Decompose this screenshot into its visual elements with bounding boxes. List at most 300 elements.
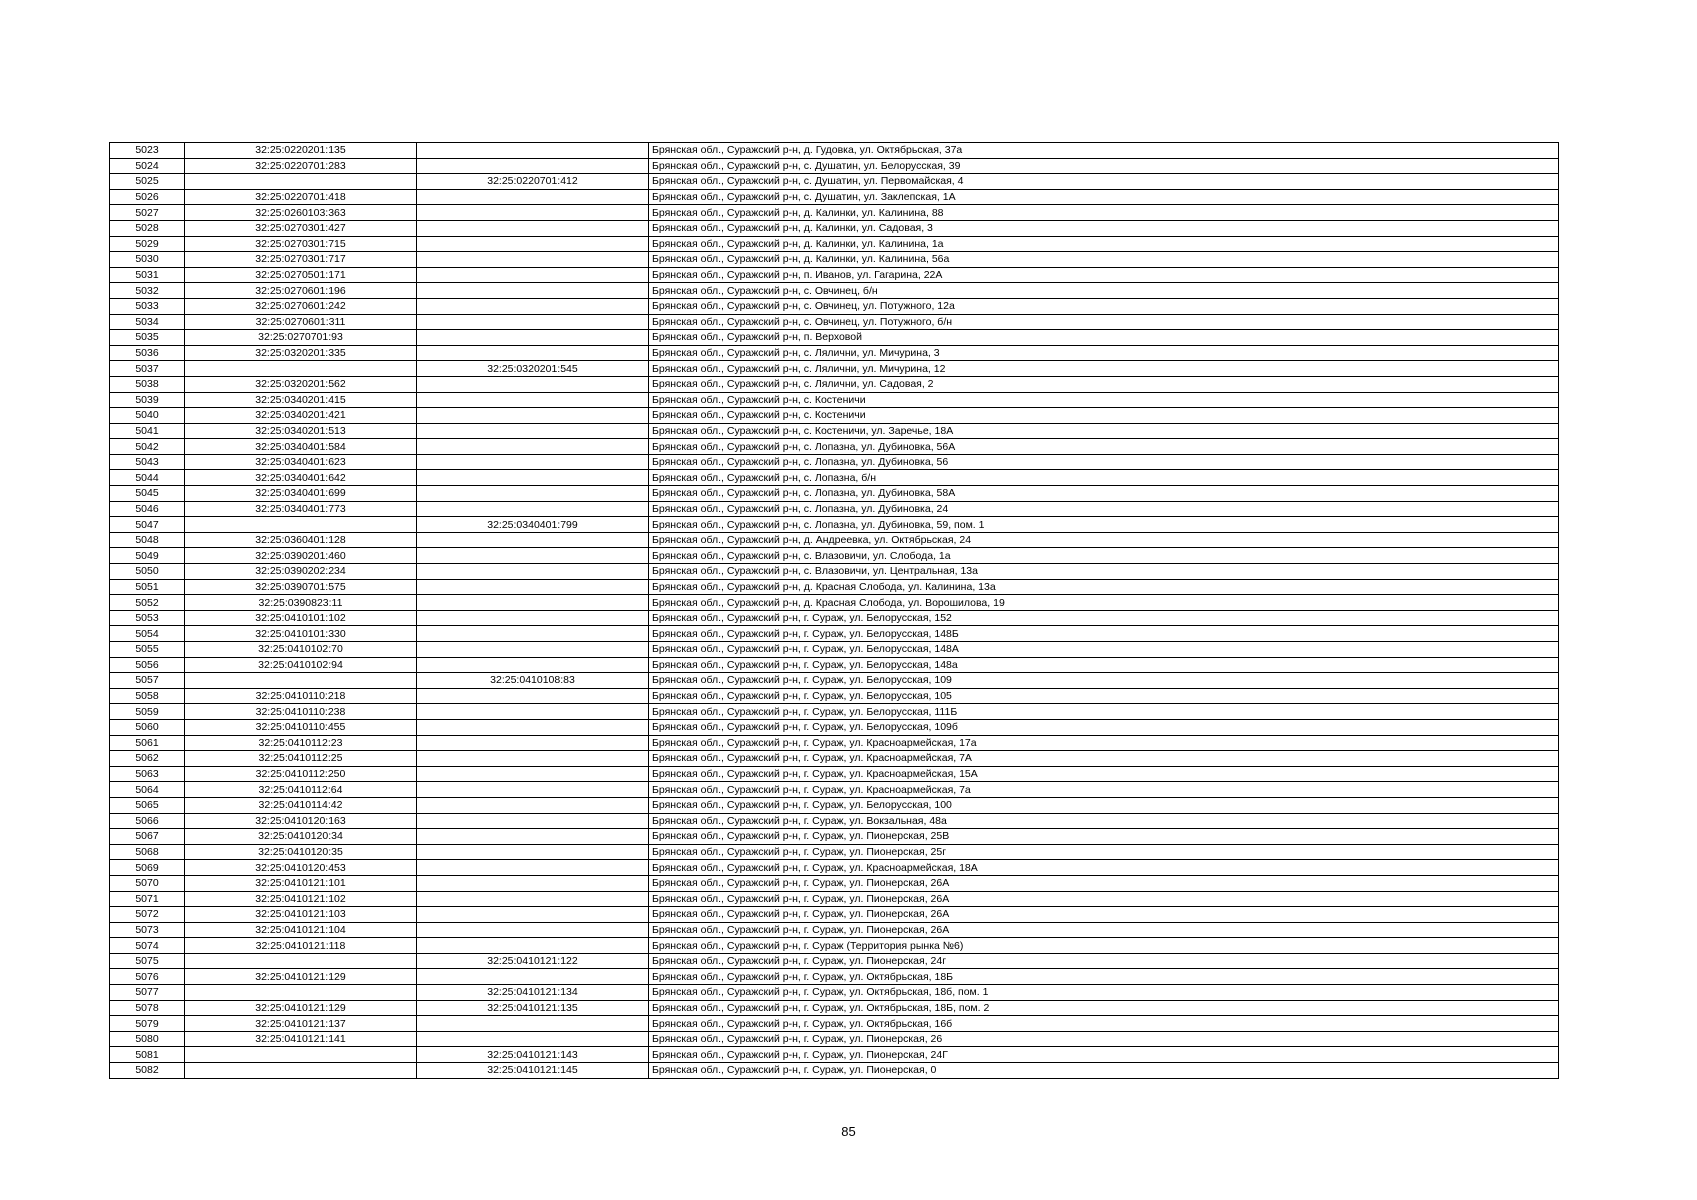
table-row — [110, 267, 1559, 283]
address-cell: Брянская обл., Суражский р-н, г. Сураж, ул. Белорусская, 152 — [649, 610, 1559, 626]
related-cadastral-number-cell — [417, 938, 649, 954]
table-row — [110, 610, 1559, 626]
table-row — [110, 486, 1559, 502]
row-number-cell: 5070 — [110, 875, 185, 891]
cadastral-number-cell — [185, 1047, 417, 1063]
row-number-cell: 5074 — [110, 938, 185, 954]
cadastral-number-cell: 32:25:0410121:129 — [185, 1000, 417, 1016]
cadastral-number-cell: 32:25:0340401:773 — [185, 501, 417, 517]
row-number-cell: 5035 — [110, 330, 185, 346]
row-number-cell: 5077 — [110, 985, 185, 1001]
table-row — [110, 907, 1559, 923]
related-cadastral-number-cell — [417, 907, 649, 923]
row-number-cell: 5079 — [110, 1016, 185, 1032]
row-number-cell: 5045 — [110, 486, 185, 502]
related-cadastral-number-cell — [417, 314, 649, 330]
row-number-cell: 5044 — [110, 470, 185, 486]
cadastral-number-cell: 32:25:0410121:104 — [185, 922, 417, 938]
related-cadastral-number-cell — [417, 657, 649, 673]
row-number-cell: 5034 — [110, 314, 185, 330]
related-cadastral-number-cell — [417, 423, 649, 439]
table-row — [110, 766, 1559, 782]
table-row — [110, 298, 1559, 314]
cadastral-number-cell: 32:25:0360401:128 — [185, 532, 417, 548]
cadastral-number-cell: 32:25:0260103:363 — [185, 205, 417, 221]
address-cell: Брянская обл., Суражский р-н, г. Сураж, ул. Октябрьская, 18Б — [649, 969, 1559, 985]
cadastral-number-cell: 32:25:0270601:242 — [185, 298, 417, 314]
row-number-cell: 5067 — [110, 829, 185, 845]
related-cadastral-number-cell — [417, 595, 649, 611]
table-row — [110, 860, 1559, 876]
address-cell: Брянская обл., Суражский р-н, с. Лопазна, ул. Дубиновка, 24 — [649, 501, 1559, 517]
row-number-cell: 5029 — [110, 236, 185, 252]
cadastral-number-cell: 32:25:0410112:25 — [185, 751, 417, 767]
row-number-cell: 5050 — [110, 564, 185, 580]
address-cell: Брянская обл., Суражский р-н, п. Иванов, ул. Гагарина, 22А — [649, 267, 1559, 283]
table-row — [110, 704, 1559, 720]
table-row — [110, 314, 1559, 330]
address-cell: Брянская обл., Суражский р-н, с. Костеничи — [649, 408, 1559, 424]
row-number-cell: 5023 — [110, 143, 185, 159]
table-row — [110, 595, 1559, 611]
table-row — [110, 408, 1559, 424]
table-row — [110, 470, 1559, 486]
cadastral-number-cell: 32:25:0340401:642 — [185, 470, 417, 486]
cadastral-number-cell: 32:25:0410121:118 — [185, 938, 417, 954]
related-cadastral-number-cell — [417, 267, 649, 283]
table-row — [110, 626, 1559, 642]
table-row — [110, 1047, 1559, 1063]
register-table-body — [110, 143, 1559, 1079]
cadastral-number-cell — [185, 673, 417, 689]
related-cadastral-number-cell — [417, 345, 649, 361]
cadastral-number-cell: 32:25:0340401:699 — [185, 486, 417, 502]
related-cadastral-number-cell — [417, 797, 649, 813]
cadastral-number-cell: 32:25:0410121:102 — [185, 891, 417, 907]
cadastral-number-cell: 32:25:0390823:11 — [185, 595, 417, 611]
row-number-cell: 5051 — [110, 579, 185, 595]
address-cell: Брянская обл., Суражский р-н, г. Сураж, ул. Пионерская, 26А — [649, 922, 1559, 938]
address-cell: Брянская обл., Суражский р-н, г. Сураж (Территория рынка №6) — [649, 938, 1559, 954]
table-row — [110, 330, 1559, 346]
row-number-cell: 5033 — [110, 298, 185, 314]
address-cell: Брянская обл., Суражский р-н, д. Гудовка, ул. Октябрьская, 37а — [649, 143, 1559, 159]
cadastral-number-cell — [185, 361, 417, 377]
table-row — [110, 252, 1559, 268]
row-number-cell: 5062 — [110, 751, 185, 767]
address-cell: Брянская обл., Суражский р-н, с. Влазовичи, ул. Слобода, 1а — [649, 548, 1559, 564]
table-row — [110, 548, 1559, 564]
cadastral-number-cell: 32:25:0410101:330 — [185, 626, 417, 642]
row-number-cell: 5052 — [110, 595, 185, 611]
related-cadastral-number-cell — [417, 813, 649, 829]
address-cell: Брянская обл., Суражский р-н, с. Лялични, ул. Мичурина, 3 — [649, 345, 1559, 361]
cadastral-number-cell: 32:25:0410112:23 — [185, 735, 417, 751]
row-number-cell: 5043 — [110, 454, 185, 470]
related-cadastral-number-cell — [417, 735, 649, 751]
cadastral-number-cell: 32:25:0410121:137 — [185, 1016, 417, 1032]
address-cell: Брянская обл., Суражский р-н, д. Красная Слобода, ул. Калинина, 13а — [649, 579, 1559, 595]
cadastral-number-cell: 32:25:0340401:584 — [185, 439, 417, 455]
address-cell: Брянская обл., Суражский р-н, г. Сураж, ул. Белорусская, 148а — [649, 657, 1559, 673]
related-cadastral-number-cell — [417, 610, 649, 626]
row-number-cell: 5058 — [110, 688, 185, 704]
related-cadastral-number-cell — [417, 470, 649, 486]
row-number-cell: 5072 — [110, 907, 185, 923]
row-number-cell: 5054 — [110, 626, 185, 642]
related-cadastral-number-cell — [417, 143, 649, 159]
related-cadastral-number-cell — [417, 642, 649, 658]
address-cell: Брянская обл., Суражский р-н, г. Сураж, ул. Пионерская, 26А — [649, 891, 1559, 907]
address-cell: Брянская обл., Суражский р-н, с. Душатин, ул. Первомайская, 4 — [649, 174, 1559, 190]
row-number-cell: 5078 — [110, 1000, 185, 1016]
row-number-cell: 5055 — [110, 642, 185, 658]
address-cell: Брянская обл., Суражский р-н, с. Костеничи, ул. Заречье, 18А — [649, 423, 1559, 439]
address-cell: Брянская обл., Суражский р-н, г. Сураж, ул. Красноармейская, 15А — [649, 766, 1559, 782]
address-cell: Брянская обл., Суражский р-н, г. Сураж, ул. Красноармейская, 7а — [649, 782, 1559, 798]
cadastral-number-cell: 32:25:0220701:283 — [185, 158, 417, 174]
cadastral-number-cell: 32:25:0390201:460 — [185, 548, 417, 564]
table-row — [110, 143, 1559, 159]
address-cell: Брянская обл., Суражский р-н, г. Сураж, ул. Белорусская, 111Б — [649, 704, 1559, 720]
row-number-cell: 5076 — [110, 969, 185, 985]
cadastral-number-cell: 32:25:0410120:453 — [185, 860, 417, 876]
table-row — [110, 688, 1559, 704]
row-number-cell: 5053 — [110, 610, 185, 626]
cadastral-number-cell — [185, 953, 417, 969]
table-row — [110, 673, 1559, 689]
related-cadastral-number-cell: 32:25:0410121:145 — [417, 1063, 649, 1079]
address-cell: Брянская обл., Суражский р-н, с. Лопазна, ул. Дубиновка, 56А — [649, 439, 1559, 455]
related-cadastral-number-cell — [417, 969, 649, 985]
address-cell: Брянская обл., Суражский р-н, д. Калинки, ул. Калинина, 1а — [649, 236, 1559, 252]
related-cadastral-number-cell — [417, 408, 649, 424]
related-cadastral-number-cell — [417, 1016, 649, 1032]
row-number-cell: 5068 — [110, 844, 185, 860]
row-number-cell: 5060 — [110, 719, 185, 735]
cadastral-number-cell: 32:25:0390202:234 — [185, 564, 417, 580]
related-cadastral-number-cell — [417, 298, 649, 314]
cadastral-number-cell: 32:25:0410110:218 — [185, 688, 417, 704]
related-cadastral-number-cell — [417, 376, 649, 392]
address-cell: Брянская обл., Суражский р-н, д. Калинки, ул. Калинина, 88 — [649, 205, 1559, 221]
address-cell: Брянская обл., Суражский р-н, с. Лопазна, ул. Дубиновка, 59, пом. 1 — [649, 517, 1559, 533]
cadastral-number-cell: 32:25:0410120:163 — [185, 813, 417, 829]
related-cadastral-number-cell: 32:25:0220701:412 — [417, 174, 649, 190]
related-cadastral-number-cell — [417, 844, 649, 860]
row-number-cell: 5059 — [110, 704, 185, 720]
cadastral-number-cell: 32:25:0410112:250 — [185, 766, 417, 782]
table-row — [110, 579, 1559, 595]
cadastral-number-cell: 32:25:0410120:34 — [185, 829, 417, 845]
cadastral-number-cell: 32:25:0270501:171 — [185, 267, 417, 283]
address-cell: Брянская обл., Суражский р-н, г. Сураж, ул. Вокзальная, 48а — [649, 813, 1559, 829]
table-row — [110, 158, 1559, 174]
related-cadastral-number-cell — [417, 766, 649, 782]
cadastral-number-cell: 32:25:0410101:102 — [185, 610, 417, 626]
row-number-cell: 5040 — [110, 408, 185, 424]
table-row — [110, 922, 1559, 938]
row-number-cell: 5075 — [110, 953, 185, 969]
table-row — [110, 564, 1559, 580]
related-cadastral-number-cell: 32:25:0410121:122 — [417, 953, 649, 969]
table-row — [110, 1000, 1559, 1016]
related-cadastral-number-cell — [417, 252, 649, 268]
row-number-cell: 5027 — [110, 205, 185, 221]
cadastral-number-cell: 32:25:0410121:129 — [185, 969, 417, 985]
address-cell: Брянская обл., Суражский р-н, г. Сураж, ул. Пионерская, 26А — [649, 907, 1559, 923]
related-cadastral-number-cell — [417, 626, 649, 642]
table-row — [110, 361, 1559, 377]
row-number-cell: 5064 — [110, 782, 185, 798]
cadastral-number-cell: 32:25:0270301:717 — [185, 252, 417, 268]
row-number-cell: 5042 — [110, 439, 185, 455]
related-cadastral-number-cell — [417, 330, 649, 346]
related-cadastral-number-cell: 32:25:0410121:135 — [417, 1000, 649, 1016]
cadastral-number-cell: 32:25:0410121:103 — [185, 907, 417, 923]
table-row — [110, 501, 1559, 517]
cadastral-number-cell: 32:25:0410110:238 — [185, 704, 417, 720]
address-cell: Брянская обл., Суражский р-н, с. Овчинец, б/н — [649, 283, 1559, 299]
table-row — [110, 813, 1559, 829]
row-number-cell: 5047 — [110, 517, 185, 533]
cadastral-number-cell: 32:25:0340201:415 — [185, 392, 417, 408]
cadastral-number-cell: 32:25:0410114:42 — [185, 797, 417, 813]
cadastral-number-cell: 32:25:0340201:513 — [185, 423, 417, 439]
cadastral-register-table — [109, 142, 1559, 1079]
cadastral-number-cell: 32:25:0410121:101 — [185, 875, 417, 891]
table-row — [110, 345, 1559, 361]
related-cadastral-number-cell — [417, 486, 649, 502]
row-number-cell: 5048 — [110, 532, 185, 548]
related-cadastral-number-cell — [417, 236, 649, 252]
address-cell: Брянская обл., Суражский р-н, г. Сураж, ул. Пионерская, 25В — [649, 829, 1559, 845]
cadastral-number-cell — [185, 517, 417, 533]
row-number-cell: 5061 — [110, 735, 185, 751]
address-cell: Брянская обл., Суражский р-н, с. Костеничи — [649, 392, 1559, 408]
table-row — [110, 220, 1559, 236]
address-cell: Брянская обл., Суражский р-н, г. Сураж, ул. Пионерская, 25г — [649, 844, 1559, 860]
row-number-cell: 5038 — [110, 376, 185, 392]
cadastral-number-cell: 32:25:0220201:135 — [185, 143, 417, 159]
related-cadastral-number-cell — [417, 283, 649, 299]
address-cell: Брянская обл., Суражский р-н, г. Сураж, ул. Пионерская, 24Г — [649, 1047, 1559, 1063]
table-row — [110, 236, 1559, 252]
table-row — [110, 969, 1559, 985]
table-row — [110, 1063, 1559, 1079]
table-row — [110, 205, 1559, 221]
related-cadastral-number-cell: 32:25:0410121:134 — [417, 985, 649, 1001]
table-row — [110, 782, 1559, 798]
cadastral-number-cell: 32:25:0270301:427 — [185, 220, 417, 236]
table-row — [110, 938, 1559, 954]
address-cell: Брянская обл., Суражский р-н, г. Сураж, ул. Белорусская, 148Б — [649, 626, 1559, 642]
address-cell: Брянская обл., Суражский р-н, г. Сураж, ул. Октябрьская, 18б, пом. 1 — [649, 985, 1559, 1001]
cadastral-number-cell: 32:25:0410102:70 — [185, 642, 417, 658]
table-row — [110, 1031, 1559, 1047]
row-number-cell: 5046 — [110, 501, 185, 517]
related-cadastral-number-cell — [417, 579, 649, 595]
row-number-cell: 5030 — [110, 252, 185, 268]
address-cell: Брянская обл., Суражский р-н, г. Сураж, ул. Пионерская, 26А — [649, 875, 1559, 891]
table-row — [110, 189, 1559, 205]
related-cadastral-number-cell — [417, 501, 649, 517]
cadastral-number-cell: 32:25:0270601:311 — [185, 314, 417, 330]
table-row — [110, 719, 1559, 735]
row-number-cell: 5082 — [110, 1063, 185, 1079]
page-number: 85 — [841, 1124, 856, 1139]
row-number-cell: 5025 — [110, 174, 185, 190]
cadastral-number-cell: 32:25:0410102:94 — [185, 657, 417, 673]
related-cadastral-number-cell — [417, 688, 649, 704]
table-row — [110, 844, 1559, 860]
table-row — [110, 953, 1559, 969]
related-cadastral-number-cell — [417, 1031, 649, 1047]
row-number-cell: 5036 — [110, 345, 185, 361]
cadastral-number-cell: 32:25:0340201:421 — [185, 408, 417, 424]
address-cell: Брянская обл., Суражский р-н, г. Сураж, ул. Красноармейская, 7А — [649, 751, 1559, 767]
table-row — [110, 376, 1559, 392]
related-cadastral-number-cell: 32:25:0410121:143 — [417, 1047, 649, 1063]
cadastral-number-cell — [185, 1063, 417, 1079]
row-number-cell: 5080 — [110, 1031, 185, 1047]
address-cell: Брянская обл., Суражский р-н, г. Сураж, ул. Пионерская, 24г — [649, 953, 1559, 969]
table-row — [110, 642, 1559, 658]
address-cell: Брянская обл., Суражский р-н, с. Душатин, ул. Белорусская, 39 — [649, 158, 1559, 174]
table-row — [110, 875, 1559, 891]
address-cell: Брянская обл., Суражский р-н, с. Лопазна, ул. Дубиновка, 58А — [649, 486, 1559, 502]
address-cell: Брянская обл., Суражский р-н, с. Овчинец, ул. Потужного, 12а — [649, 298, 1559, 314]
related-cadastral-number-cell — [417, 860, 649, 876]
table-row — [110, 657, 1559, 673]
table-row — [110, 454, 1559, 470]
address-cell: Брянская обл., Суражский р-н, с. Влазовичи, ул. Центральная, 13а — [649, 564, 1559, 580]
related-cadastral-number-cell — [417, 782, 649, 798]
row-number-cell: 5031 — [110, 267, 185, 283]
address-cell: Брянская обл., Суражский р-н, г. Сураж, ул. Белорусская, 100 — [649, 797, 1559, 813]
address-cell: Брянская обл., Суражский р-н, с. Овчинец, ул. Потужного, б/н — [649, 314, 1559, 330]
address-cell: Брянская обл., Суражский р-н, с. Лопазна, б/н — [649, 470, 1559, 486]
address-cell: Брянская обл., Суражский р-н, г. Сураж, ул. Октябрьская, 16б — [649, 1016, 1559, 1032]
related-cadastral-number-cell: 32:25:0340401:799 — [417, 517, 649, 533]
cadastral-number-cell: 32:25:0270601:196 — [185, 283, 417, 299]
cadastral-number-cell: 32:25:0220701:418 — [185, 189, 417, 205]
related-cadastral-number-cell — [417, 454, 649, 470]
table-row — [110, 517, 1559, 533]
address-cell: Брянская обл., Суражский р-н, с. Лопазна, ул. Дубиновка, 56 — [649, 454, 1559, 470]
cadastral-number-cell: 32:25:0410110:455 — [185, 719, 417, 735]
cadastral-number-cell — [185, 985, 417, 1001]
address-cell: Брянская обл., Суражский р-н, г. Сураж, ул. Белорусская, 148А — [649, 642, 1559, 658]
row-number-cell: 5056 — [110, 657, 185, 673]
row-number-cell: 5065 — [110, 797, 185, 813]
cadastral-number-cell: 32:25:0270701:93 — [185, 330, 417, 346]
address-cell: Брянская обл., Суражский р-н, д. Андреевка, ул. Октябрьская, 24 — [649, 532, 1559, 548]
table-row — [110, 283, 1559, 299]
table-row — [110, 891, 1559, 907]
row-number-cell: 5039 — [110, 392, 185, 408]
address-cell: Брянская обл., Суражский р-н, д. Калинки, ул. Калинина, 56а — [649, 252, 1559, 268]
table-row — [110, 735, 1559, 751]
address-cell: Брянская обл., Суражский р-н, г. Сураж, ул. Октябрьская, 18Б, пом. 2 — [649, 1000, 1559, 1016]
address-cell: Брянская обл., Суражский р-н, г. Сураж, ул. Белорусская, 109б — [649, 719, 1559, 735]
cadastral-number-cell — [185, 174, 417, 190]
table-row — [110, 174, 1559, 190]
address-cell: Брянская обл., Суражский р-н, г. Сураж, ул. Пионерская, 26 — [649, 1031, 1559, 1047]
table-row — [110, 1016, 1559, 1032]
row-number-cell: 5028 — [110, 220, 185, 236]
table-row — [110, 797, 1559, 813]
row-number-cell: 5073 — [110, 922, 185, 938]
row-number-cell: 5057 — [110, 673, 185, 689]
row-number-cell: 5066 — [110, 813, 185, 829]
related-cadastral-number-cell — [417, 922, 649, 938]
cadastral-number-cell: 32:25:0410120:35 — [185, 844, 417, 860]
related-cadastral-number-cell — [417, 439, 649, 455]
cadastral-number-cell: 32:25:0270301:715 — [185, 236, 417, 252]
address-cell: Брянская обл., Суражский р-н, п. Верховой — [649, 330, 1559, 346]
table-row — [110, 751, 1559, 767]
related-cadastral-number-cell: 32:25:0320201:545 — [417, 361, 649, 377]
related-cadastral-number-cell — [417, 719, 649, 735]
table-row — [110, 985, 1559, 1001]
cadastral-number-cell: 32:25:0390701:575 — [185, 579, 417, 595]
address-cell: Брянская обл., Суражский р-н, г. Сураж, ул. Красноармейская, 18А — [649, 860, 1559, 876]
row-number-cell: 5041 — [110, 423, 185, 439]
row-number-cell: 5063 — [110, 766, 185, 782]
row-number-cell: 5024 — [110, 158, 185, 174]
related-cadastral-number-cell — [417, 829, 649, 845]
address-cell: Брянская обл., Суражский р-н, д. Калинки, ул. Садовая, 3 — [649, 220, 1559, 236]
address-cell: Брянская обл., Суражский р-н, г. Сураж, ул. Красноармейская, 17а — [649, 735, 1559, 751]
related-cadastral-number-cell — [417, 564, 649, 580]
cadastral-number-cell: 32:25:0320201:335 — [185, 345, 417, 361]
related-cadastral-number-cell — [417, 158, 649, 174]
row-number-cell: 5071 — [110, 891, 185, 907]
related-cadastral-number-cell — [417, 532, 649, 548]
address-cell: Брянская обл., Суражский р-н, д. Красная Слобода, ул. Ворошилова, 19 — [649, 595, 1559, 611]
row-number-cell: 5032 — [110, 283, 185, 299]
address-cell: Брянская обл., Суражский р-н, г. Сураж, ул. Белорусская, 109 — [649, 673, 1559, 689]
address-cell: Брянская обл., Суражский р-н, с. Душатин, ул. Заклепская, 1А — [649, 189, 1559, 205]
address-cell: Брянская обл., Суражский р-н, с. Лялични, ул. Садовая, 2 — [649, 376, 1559, 392]
related-cadastral-number-cell — [417, 891, 649, 907]
related-cadastral-number-cell: 32:25:0410108:83 — [417, 673, 649, 689]
table-row — [110, 423, 1559, 439]
cadastral-number-cell: 32:25:0320201:562 — [185, 376, 417, 392]
related-cadastral-number-cell — [417, 189, 649, 205]
related-cadastral-number-cell — [417, 875, 649, 891]
address-cell: Брянская обл., Суражский р-н, с. Лялични, ул. Мичурина, 12 — [649, 361, 1559, 377]
table-row — [110, 392, 1559, 408]
related-cadastral-number-cell — [417, 704, 649, 720]
table-row — [110, 439, 1559, 455]
cadastral-number-cell: 32:25:0340401:623 — [185, 454, 417, 470]
related-cadastral-number-cell — [417, 548, 649, 564]
address-cell: Брянская обл., Суражский р-н, г. Сураж, ул. Пионерская, 0 — [649, 1063, 1559, 1079]
related-cadastral-number-cell — [417, 220, 649, 236]
row-number-cell: 5049 — [110, 548, 185, 564]
row-number-cell: 5081 — [110, 1047, 185, 1063]
row-number-cell: 5069 — [110, 860, 185, 876]
address-cell: Брянская обл., Суражский р-н, г. Сураж, ул. Белорусская, 105 — [649, 688, 1559, 704]
table-row — [110, 532, 1559, 548]
table-row — [110, 829, 1559, 845]
related-cadastral-number-cell — [417, 205, 649, 221]
related-cadastral-number-cell — [417, 751, 649, 767]
cadastral-number-cell: 32:25:0410121:141 — [185, 1031, 417, 1047]
row-number-cell: 5026 — [110, 189, 185, 205]
